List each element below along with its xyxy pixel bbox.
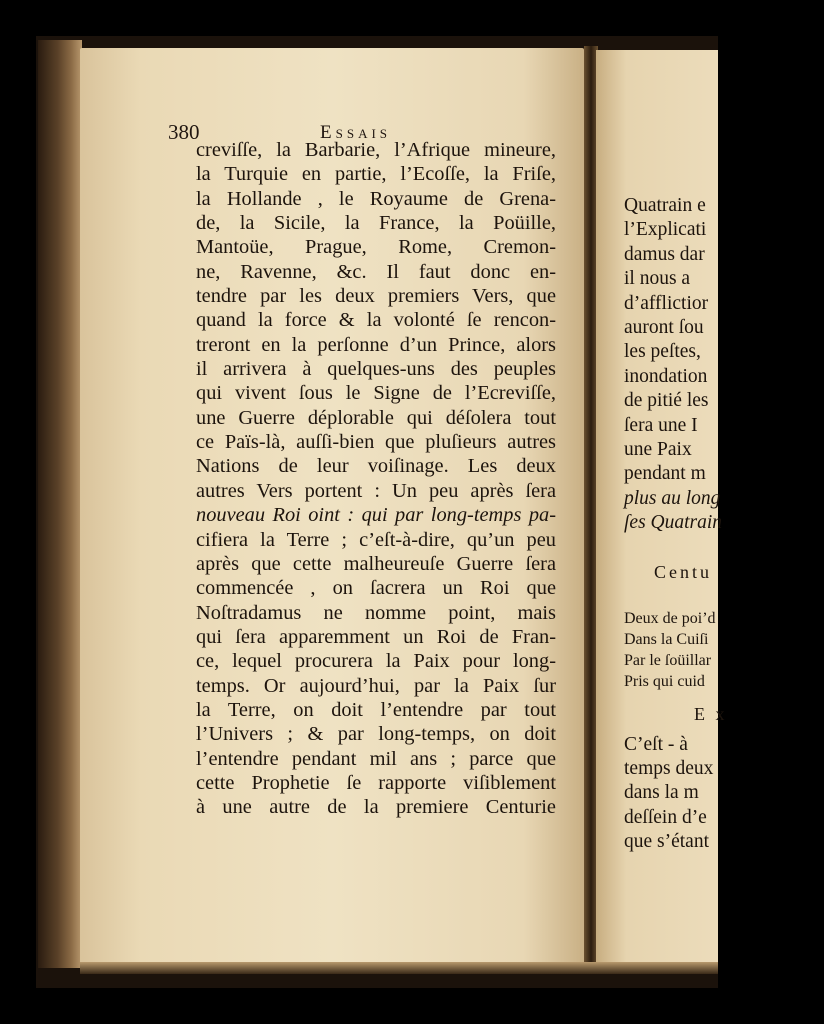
spacer <box>624 536 824 560</box>
page-body-text <box>196 138 556 820</box>
text-line: une Guerre déplorable qui déſolera tout <box>196 406 556 429</box>
text-line: l’entendre pendant mil ans ; parce que <box>196 747 556 770</box>
right-text-line: il nous a <box>624 268 691 290</box>
text-line: il arrivera à quelques-uns des peuples <box>196 358 556 381</box>
right-text-line: d’afflictior <box>624 292 709 314</box>
verse-line: Pris qui cuid <box>624 673 705 691</box>
right-text-line: de pitié les <box>624 390 709 412</box>
right-text-line: une Paix <box>624 439 692 461</box>
right-page-text <box>624 194 824 855</box>
right-text-line: Quatrain e <box>624 195 706 216</box>
text-line: creviſſe, la Barbarie, l’Afrique mineure, <box>196 139 556 161</box>
text-line: de, la Sicile, la France, la Poüille, <box>196 212 556 235</box>
verse-line: Deux de poi’d <box>624 610 716 628</box>
right-page <box>596 50 728 962</box>
text-line: treront en la perſonne d’un Prince, alors <box>196 333 556 356</box>
text-line: quand la force & la volonté ſe rencon- <box>196 309 556 332</box>
right-text-line: temps deux <box>624 757 714 779</box>
text-line: qui vivent ſous le Signe de l’Ecreviſſe, <box>196 382 556 405</box>
right-heading-2: E x <box>694 704 728 725</box>
right-text-line: auront ſou <box>624 317 704 339</box>
text-line: qui ſera apparemment un Roi de Fran- <box>196 625 556 648</box>
running-head: Essais <box>320 122 392 143</box>
right-text-line: inondation <box>624 365 708 387</box>
right-text-line: les peſtes, <box>624 341 701 363</box>
text-line: cifiera la Terre ; c’eſt-à-dire, qu’un peu <box>196 528 556 551</box>
text-line: cette Prophetie ſe rapporte viſiblement <box>196 771 556 794</box>
text-line: autres Vers portent : Un peu après ſera <box>196 479 556 502</box>
text-line: ne, Ravenne, &c. Il faut donc en- <box>196 260 556 283</box>
right-text-line: dans la m <box>624 782 699 804</box>
text-line: l’Univers ; & par long-temps, on doit <box>196 723 556 746</box>
right-text-line: C’eſt - à <box>624 733 688 755</box>
right-text-line: ſera une I <box>624 414 698 436</box>
book-spine <box>38 40 82 968</box>
text-line: la Terre, on doit l’entendre par tout <box>196 698 556 721</box>
text-line: la Turquie en partie, l’Ecoſſe, la Friſe, <box>196 163 556 186</box>
verse-line: Par le ſoüillar <box>624 652 712 670</box>
text-line: temps. Or aujourd’hui, par la Paix ſur <box>196 674 556 697</box>
text-line: commencée , on ſacrera un Roi que <box>196 577 556 600</box>
spacer <box>624 584 824 608</box>
text-line: ce Païs-là, auſſi-bien que pluſieurs autres <box>196 431 556 454</box>
text-line: tendre par les deux premiers Vers, que <box>196 285 556 308</box>
text-line: ce, lequel procurera la Paix pour long- <box>196 650 556 673</box>
page-edge <box>80 962 718 974</box>
text-line: Mantoüe, Prague, Rome, Cremon- <box>196 236 556 259</box>
text-line: Noſtradamus ne nomme point, mais <box>196 601 556 624</box>
text-line: la Hollande , le Royaume de Grena- <box>196 187 556 210</box>
right-text-line: deſſein d’e <box>624 806 707 828</box>
right-text-line: damus dar <box>624 243 705 265</box>
right-heading: Centu <box>654 561 712 582</box>
right-text-line: pendant m <box>624 463 706 485</box>
text-line: après que cette malheureuſe Guerre ſera <box>196 552 556 575</box>
right-text-line: que s’étant <box>624 831 710 853</box>
right-text-line: l’Explicati <box>624 219 707 241</box>
right-text-line: ſes Quatrain <box>624 512 723 534</box>
text-line: Nations de leur voiſinage. Les deux <box>196 455 556 478</box>
verse-line: Dans la Cuiſi <box>624 631 709 649</box>
text-line: à une autre de la premiere Centurie <box>196 796 556 819</box>
page-number: 380 <box>168 120 200 144</box>
right-text-line: plus au long <box>624 487 721 509</box>
text-line: nouveau Roi oint : qui par long-temps pa- <box>196 504 556 527</box>
